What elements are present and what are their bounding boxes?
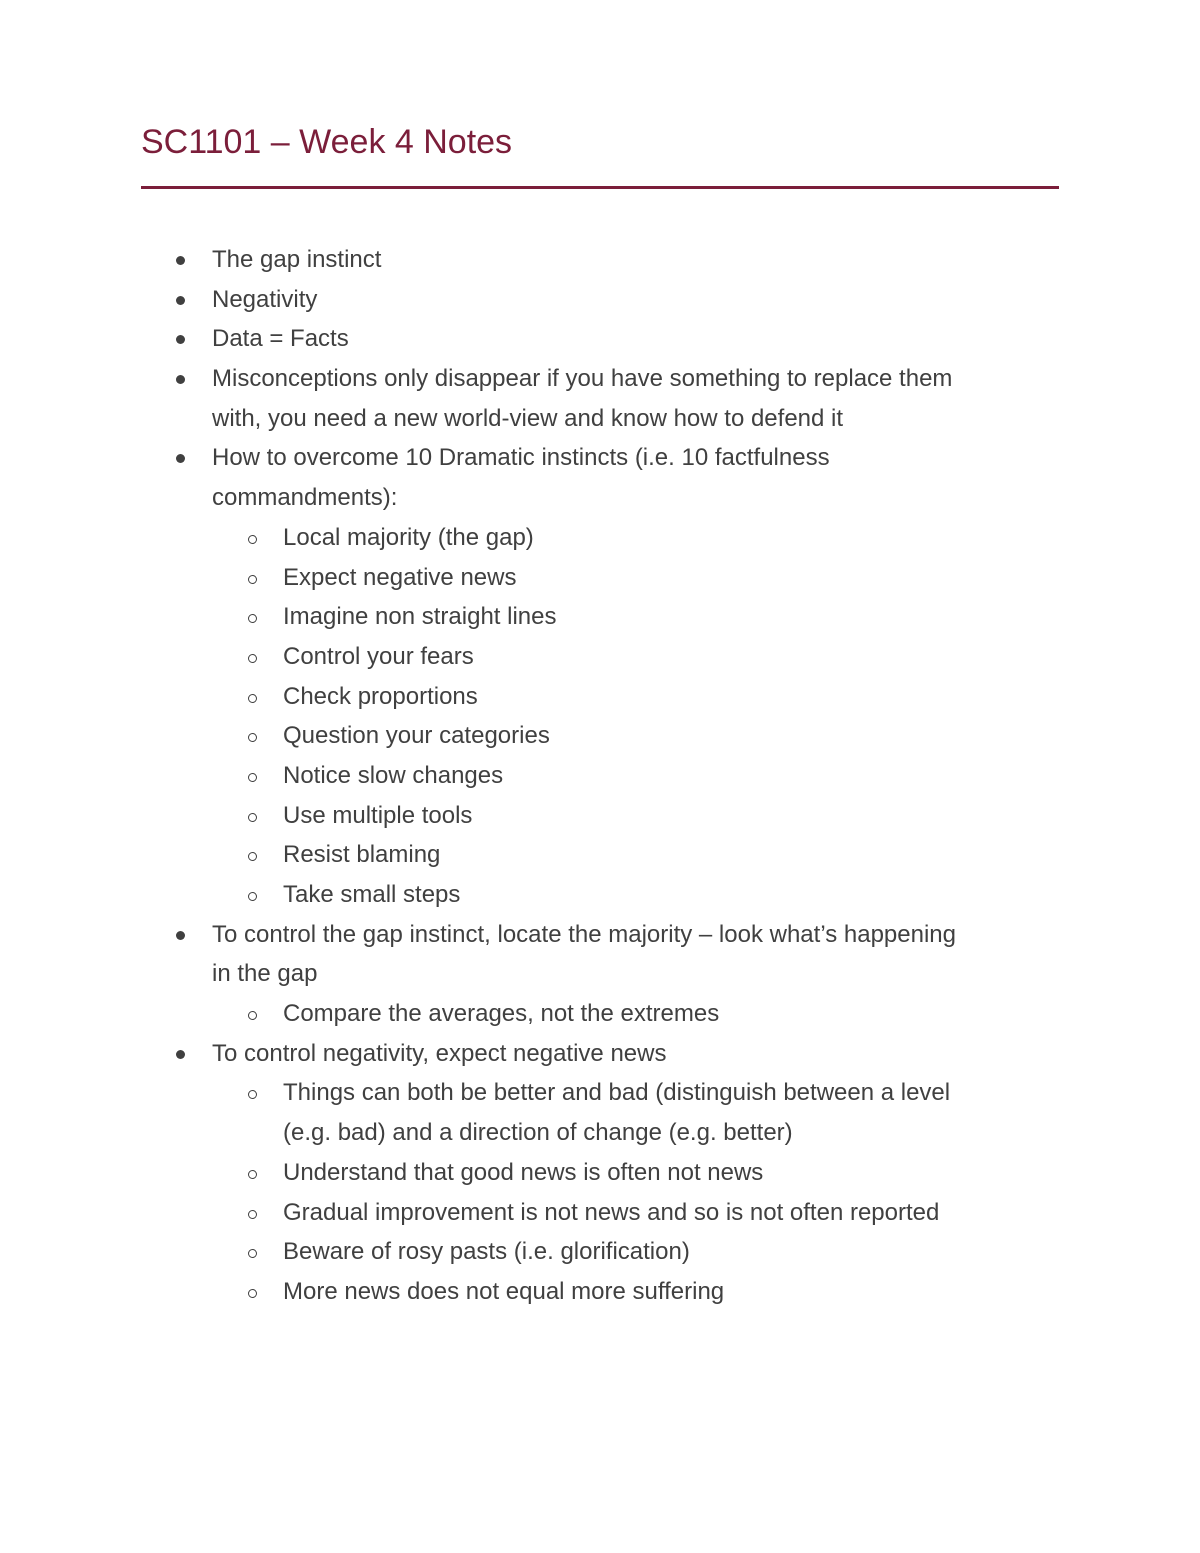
list-item-text: Question your categories — [283, 722, 550, 750]
list-item-text: Resist blaming — [283, 841, 441, 869]
list-item-text: Negativity — [212, 285, 318, 313]
bullet-icon — [176, 296, 185, 305]
sub-list-item — [0, 518, 1200, 558]
list-item-text: Compare the averages, not the extremes — [283, 1000, 720, 1028]
hollow-bullet-icon — [248, 1249, 257, 1258]
list-item-text: Misconceptions only disappear if you have something to replace them — [212, 365, 953, 393]
list-item-continuation — [0, 399, 1200, 439]
list-item-text: Use multiple tools — [283, 801, 473, 829]
list-item-text: How to overcome 10 Dramatic instincts (i.e. 10 factfulness — [212, 444, 830, 472]
list-item-text: Things can both be better and bad (distinguish between a level — [283, 1079, 951, 1107]
list-item — [0, 240, 1200, 280]
bullet-icon — [176, 375, 185, 384]
hollow-bullet-icon — [248, 773, 257, 782]
sub-list-item — [0, 1153, 1200, 1193]
list-item-continuation — [0, 478, 1200, 518]
list-item-text: To control the gap instinct, locate the majority – look what’s happening — [212, 920, 956, 948]
list-item-text: (e.g. bad) and a direction of change (e.g. better) — [283, 1119, 793, 1147]
list-item-continuation — [0, 954, 1200, 994]
hollow-bullet-icon — [248, 733, 257, 742]
sub-list-item — [0, 637, 1200, 677]
list-item-text: Notice slow changes — [283, 761, 504, 789]
list-item-text: with, you need a new world-view and know how to defend it — [212, 404, 844, 432]
list-item-text: Expect negative news — [283, 563, 517, 591]
sub-list-item — [0, 677, 1200, 717]
list-item-text: More news does not equal more suffering — [283, 1277, 725, 1305]
sub-list-item — [0, 1232, 1200, 1272]
bullet-icon — [176, 931, 185, 940]
list-item-text: The gap instinct — [212, 246, 382, 273]
list-item — [0, 915, 1200, 955]
list-item — [0, 280, 1200, 320]
hollow-bullet-icon — [248, 892, 257, 901]
sub-list-item — [0, 1073, 1200, 1113]
list-item-text: in the gap — [212, 960, 318, 988]
hollow-bullet-icon — [248, 535, 257, 544]
list-item-text: Imagine non straight lines — [283, 603, 557, 631]
sub-list-item — [0, 756, 1200, 796]
sub-list-item — [0, 994, 1200, 1034]
list-item-text: To control negativity, expect negative news — [212, 1039, 667, 1067]
list-item-text: Control your fears — [283, 642, 474, 670]
hollow-bullet-icon — [248, 852, 257, 861]
hollow-bullet-icon — [248, 654, 257, 663]
list-item-text: Local majority (the gap) — [283, 523, 534, 551]
bullet-icon — [176, 256, 185, 265]
list-item-text: Data = Facts — [212, 325, 349, 353]
sub-list-item — [0, 835, 1200, 875]
hollow-bullet-icon — [248, 614, 257, 623]
title-underline — [141, 186, 1059, 189]
notes-list — [0, 240, 1200, 1312]
hollow-bullet-icon — [248, 694, 257, 703]
hollow-bullet-icon — [248, 813, 257, 822]
bullet-icon — [176, 1050, 185, 1059]
list-item-text: commandments): — [212, 484, 398, 512]
sub-list-item — [0, 1193, 1200, 1233]
sub-list-item — [0, 716, 1200, 756]
page-title: SC1101 – Week 4 Notes — [141, 123, 513, 161]
list-item-continuation — [0, 1113, 1200, 1153]
sub-list-item — [0, 875, 1200, 915]
hollow-bullet-icon — [248, 1011, 257, 1020]
sub-list-item — [0, 597, 1200, 637]
bullet-icon — [176, 454, 185, 463]
hollow-bullet-icon — [248, 1210, 257, 1219]
sub-list-item — [0, 558, 1200, 598]
list-item-text: Understand that good news is often not news — [283, 1158, 764, 1186]
list-item — [0, 359, 1200, 399]
list-item-text: Gradual improvement is not news and so is not often reported — [283, 1198, 940, 1226]
bullet-icon — [176, 335, 185, 344]
hollow-bullet-icon — [248, 575, 257, 584]
list-item-text: Beware of rosy pasts (i.e. glorification) — [283, 1238, 690, 1266]
list-item — [0, 319, 1200, 359]
list-item-text: Take small steps — [283, 881, 461, 908]
hollow-bullet-icon — [248, 1170, 257, 1179]
list-item — [0, 1034, 1200, 1074]
sub-list-item — [0, 796, 1200, 836]
list-item — [0, 438, 1200, 478]
hollow-bullet-icon — [248, 1289, 257, 1298]
hollow-bullet-icon — [248, 1090, 257, 1099]
list-item-text: Check proportions — [283, 682, 478, 710]
sub-list-item — [0, 1272, 1200, 1312]
